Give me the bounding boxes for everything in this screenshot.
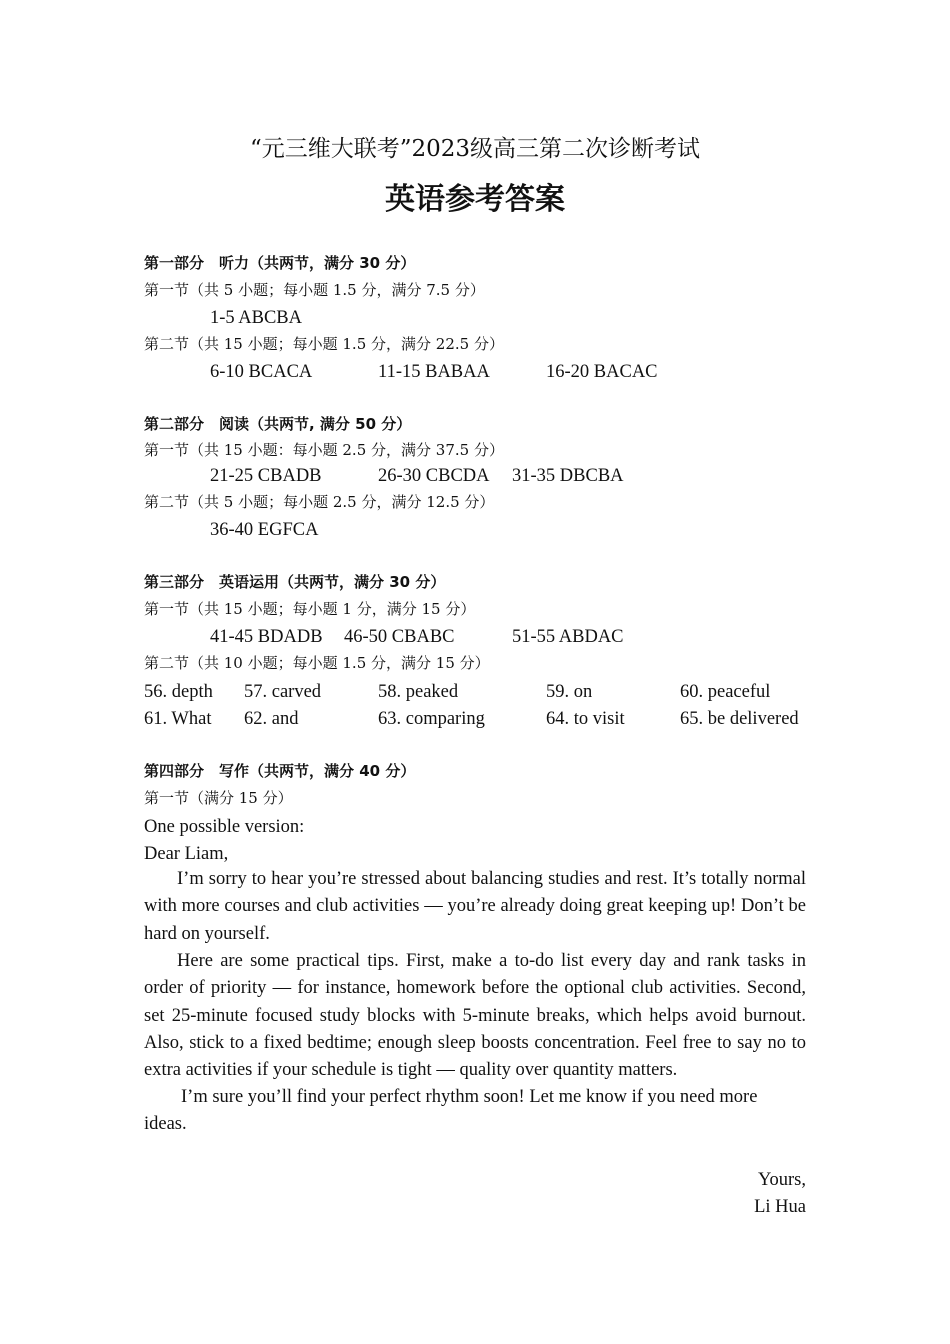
answer-group: 36-40 EGFCA: [210, 520, 319, 540]
answer-group: 21-25 CBADB: [210, 466, 322, 486]
exam-title: “元三维大联考”2023级高三第二次诊断考试: [249, 136, 701, 162]
answer-item: 64. to visit: [546, 709, 625, 729]
answer-item: 60. peaceful: [680, 682, 771, 702]
answer-group: 41-45 BDADB: [210, 627, 323, 647]
answer-group: 31-35 DBCBA: [512, 466, 624, 486]
part4-heading: 第四部分 写作（共两节，满分 40 分）: [144, 762, 416, 780]
answer-item: 58. peaked: [378, 682, 459, 702]
answer-group: 51-55 ABDAC: [512, 627, 624, 647]
answer-group: 1-5 ABCBA: [210, 308, 303, 328]
letter-signature: Li Hua: [754, 1197, 806, 1217]
letter-closing: Yours,: [758, 1170, 806, 1190]
part1-heading: 第一部分 听力（共两节，满分 30 分）: [144, 254, 416, 272]
answer-item: 62. and: [244, 709, 299, 729]
part1-sec1-heading: 第一节（共 5 小题；每小题 1.5 分，满分 7.5 分）: [144, 281, 485, 299]
answer-group: 26-30 CBCDA: [378, 466, 490, 486]
part4-sec1-heading: 第一节（满分 15 分）: [144, 789, 293, 807]
letter-greeting: Dear Liam,: [144, 844, 229, 864]
answer-item: 65. be delivered: [680, 709, 799, 729]
answer-item: 59. on: [546, 682, 593, 702]
part2-sec2-heading: 第二节（共 5 小题；每小题 2.5 分，满分 12.5 分）: [144, 493, 495, 511]
answer-item: 57. carved: [244, 682, 322, 702]
part1-sec2-heading: 第二节（共 15 小题；每小题 1.5 分，满分 22.5 分）: [144, 335, 504, 353]
answer-group: 16-20 BACAC: [546, 362, 658, 382]
letter-intro: One possible version:: [144, 817, 305, 837]
answer-item: 61. What: [144, 709, 212, 729]
answer-item: 56. depth: [144, 682, 213, 702]
part2-heading: 第二部分 阅读（共两节, 满分 50 分）: [144, 415, 412, 433]
part2-sec1-heading: 第一节（共 15 小题：每小题 2.5 分，满分 37.5 分）: [144, 441, 504, 459]
part3-sec1-heading: 第一节（共 15 小题；每小题 1 分，满分 15 分）: [144, 600, 476, 618]
answer-item: 63. comparing: [378, 709, 485, 729]
letter-paragraph-3: I’m sure you’ll find your perfect rhythm soon! Let me know if you need more ideas.: [144, 1087, 758, 1135]
answer-group: 6-10 BCACA: [210, 362, 313, 382]
part3-heading: 第三部分 英语运用（共两节，满分 30 分）: [144, 573, 446, 591]
part3-sec2-heading: 第二节（共 10 小题；每小题 1.5 分，满分 15 分）: [144, 654, 490, 672]
letter-paragraph-1: I’m sorry to hear you’re stressed about balancing studies and rest. It’s totally normal with more courses and club activities — you’re already doing great keeping up! Don’t be hard on yourself.: [144, 869, 806, 944]
answer-group: 46-50 CBABC: [344, 627, 455, 647]
document-title: 英语参考答案: [385, 182, 565, 217]
answer-group: 11-15 BABAA: [378, 362, 490, 382]
letter-paragraph-2: Here are some practical tips. First, make a to-do list every day and rank tasks in order of priority — for instance, homework before the optional club activities. Second, set 25-minute focused study blocks with 5-minute breaks, which helps avoid burnout. Also, stick to a fixed bedtime; enough sleep boosts concentration. Feel free to say no to extra activities if your schedule is tight — quality over quantity matters.: [144, 951, 806, 1081]
